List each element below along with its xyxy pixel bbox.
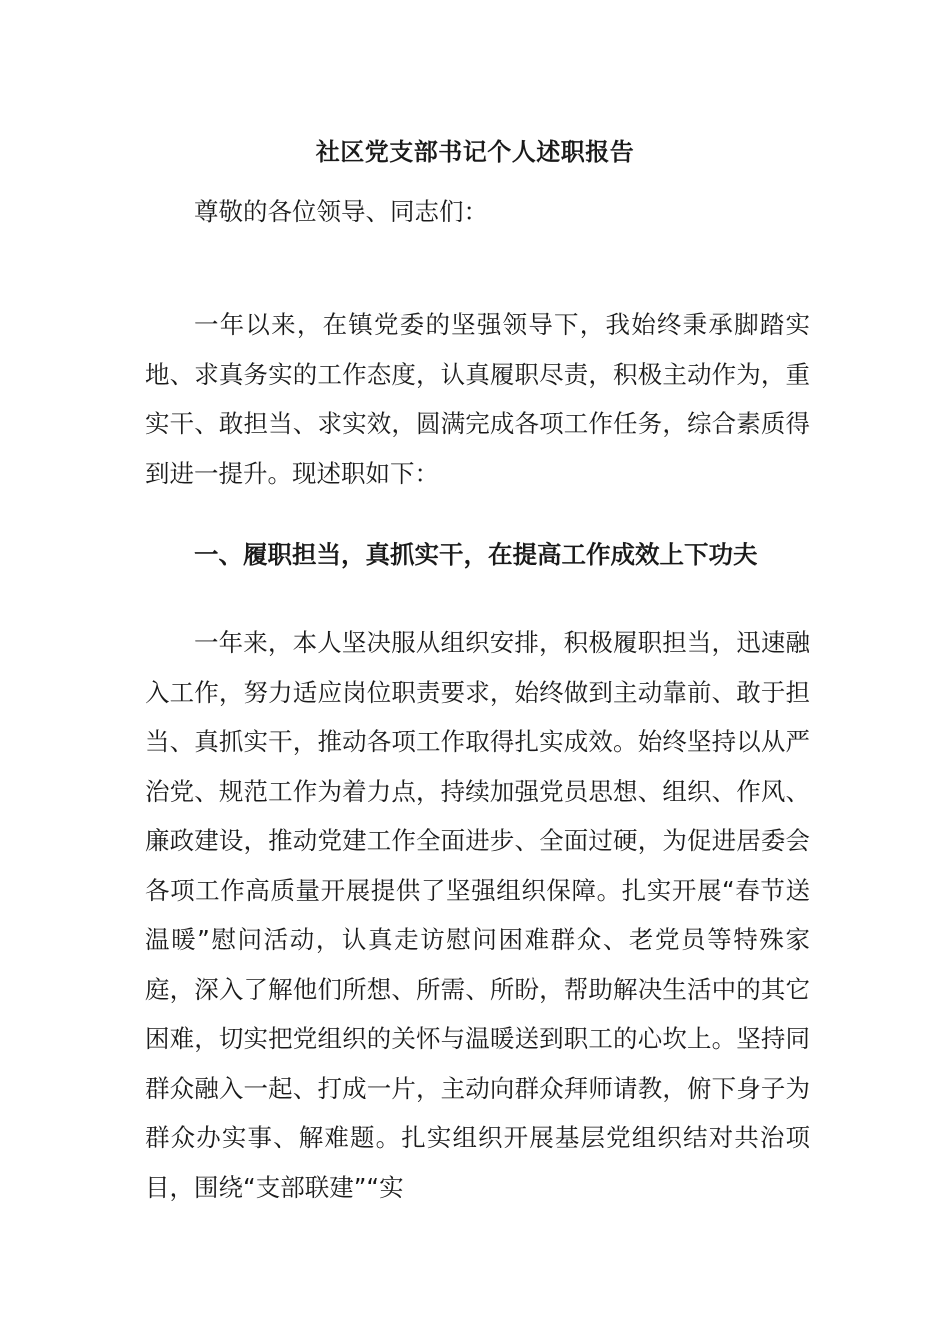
intro-paragraph: 一年以来，在镇党委的坚强领导下，我始终秉承脚踏实地、求真务实的工作态度，认真履职尽责，积极主动作为，重实干、敢担当、求实效，圆满完成各项工作任务，综合素质得到进一提升。现述职如下： <box>145 310 810 488</box>
salutation: 尊敬的各位领导、同志们： <box>194 197 488 226</box>
section-paragraph: 一年来，本人坚决服从组织安排，积极履职担当，迅速融入工作，努力适应岗位职责要求，始终做到主动靠前、敢于担当、真抓实干，推动各项工作取得扎实成效。始终坚持以从严治党、规范工作为着力点，持续加强党员思想、组织、作风、廉政建设，推动党建工作全面进步、全面过硬，为促进居委会各项工作高质量开展提供了坚强组织保障。扎实开展“春节送温暖”慰问活动，认真走访慰问困难群众、老党员等特殊家庭，深入了解他们所想、所需、所盼，帮助解决生活中的其它困难，切实把党组织的关怀与温暖送到职工的心坎上。坚持同群众融入一起、打成一片，主动向群众拜师请教，俯下身子为群众办实事、解难题。扎实组织开展基层党组织结对共治项目，围绕“支部联建”“实 <box>145 628 810 1202</box>
document-title: 社区党支部书记个人述职报告 <box>315 138 635 166</box>
section-heading: 一、履职担当，真抓实干，在提高工作成效上下功夫 <box>194 540 758 569</box>
